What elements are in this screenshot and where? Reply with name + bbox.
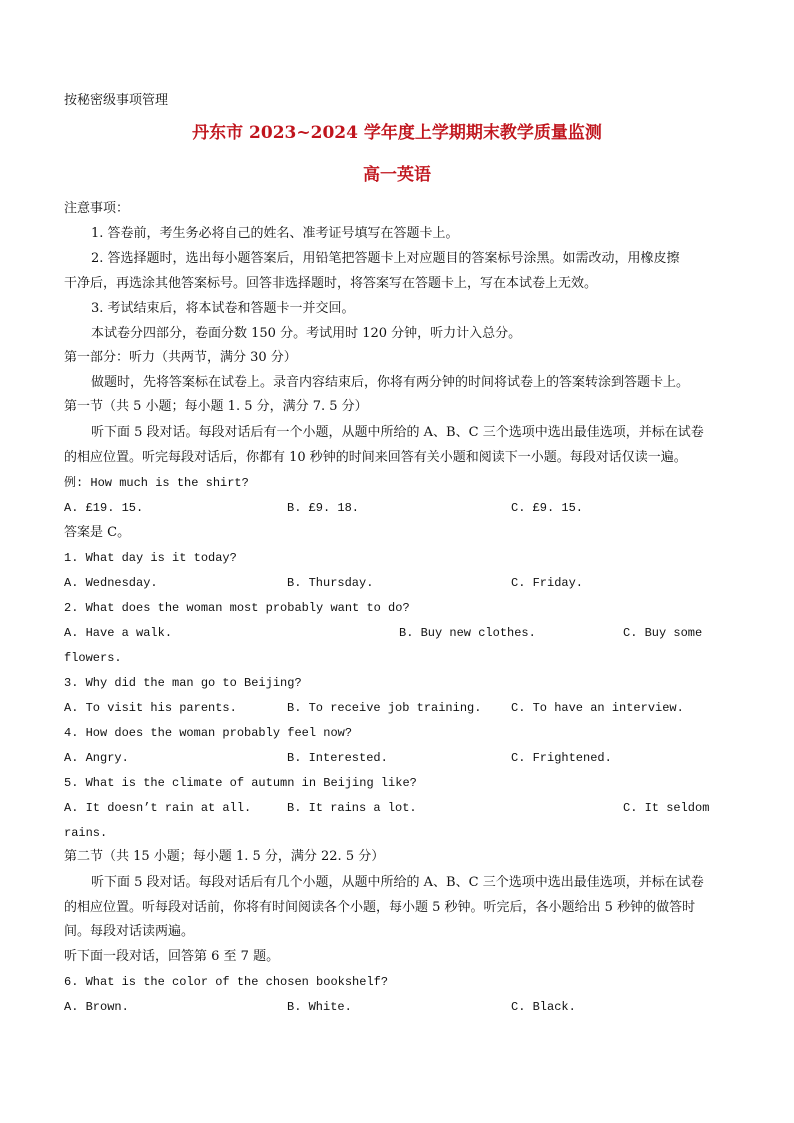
example-option-a: A. £19. 15. — [64, 501, 144, 515]
question-1-option-a: A. Wednesday. — [64, 576, 158, 590]
question-6: 6. What is the color of the chosen bookshelf? — [64, 975, 389, 989]
example-option-b: B. £9. 18. — [287, 501, 360, 515]
question-2-option-c: C. Buy some — [623, 626, 703, 640]
note-item-3: 3. 考试结束后，将本试卷和答题卡一并交回。 — [91, 301, 355, 316]
question-5-option-c: C. It seldom — [623, 801, 710, 815]
question-1-option-c: C. Friday. — [511, 576, 584, 590]
question-5: 5. What is the climate of autumn in Beijing like? — [64, 776, 417, 790]
section1-instruction-line-2: 的相应位置。听完每段对话后，你都有 10 秒钟的时间来回答有关小题和阅读下一小题。每段对话仅读一遍。 — [64, 450, 687, 465]
question-3-option-b: B. To receive job training. — [287, 701, 482, 715]
question-1: 1. What day is it today? — [64, 551, 237, 565]
confidential-note: 按秘密级事项管理 — [64, 93, 169, 108]
exam-title: 丹东市 2023~2024 学年度上学期期末教学质量监测 — [192, 123, 602, 143]
note-item-2-line-1: 2. 答选择题时，选出每小题答案后，用铅笔把答题卡上对应题目的答案标号涂黑。如需改动，用橡皮擦 — [91, 251, 680, 266]
note-item-2-line-2: 干净后，再选涂其他答案标号。回答非选择题时，将答案写在答题卡上，写在本试卷上无效。 — [64, 276, 598, 291]
question-1-option-b: B. Thursday. — [287, 576, 374, 590]
section2-heading: 第二节（共 15 小题；每小题 1. 5 分，满分 22. 5 分） — [64, 849, 385, 864]
question-6-option-a: A. Brown. — [64, 1000, 129, 1014]
question-2-option-a: A. Have a walk. — [64, 626, 173, 640]
question-5-option-a: A. It doesn’t rain at all. — [64, 801, 252, 815]
question-3-option-c: C. To have an interview. — [511, 701, 684, 715]
question-4-option-c: C. Frightened. — [511, 751, 612, 765]
question-6-option-b: B. White. — [287, 1000, 352, 1014]
question-6-option-c: C. Black. — [511, 1000, 576, 1014]
section2-instruction-line-1: 听下面 5 段对话。每段对话后有几个小题，从题中所给的 A、B、C 三个选项中选出最佳选项，并标在试卷 — [91, 875, 704, 890]
question-5-option-b: B. It rains a lot. — [287, 801, 417, 815]
question-3: 3. Why did the man go to Beijing? — [64, 676, 302, 690]
example-question: 例: How much is the shirt? — [64, 476, 249, 490]
question-2-option-b: B. Buy new clothes. — [399, 626, 536, 640]
question-2: 2. What does the woman most probably want to do? — [64, 601, 410, 615]
question-2-option-c-continued: flowers. — [64, 651, 122, 665]
notes-heading: 注意事项： — [64, 201, 130, 216]
question-4-option-a: A. Angry. — [64, 751, 129, 765]
section1-instruction-line-1: 听下面 5 段对话。每段对话后有一个小题，从题中所给的 A、B、C 三个选项中选出最佳选项，并标在试卷 — [91, 425, 704, 440]
question-4: 4. How does the woman probably feel now? — [64, 726, 353, 740]
section1-heading: 第一节（共 5 小题；每小题 1. 5 分，满分 7. 5 分） — [64, 399, 368, 414]
example-answer: 答案是 C。 — [64, 525, 131, 540]
part1-heading: 第一部分：听力（共两节，满分 30 分） — [64, 350, 297, 365]
section2-instruction-line-3: 间。每段对话读两遍。 — [64, 924, 195, 939]
dialogue-intro: 听下面一段对话，回答第 6 至 7 题。 — [64, 949, 280, 964]
section2-instruction-line-2: 的相应位置。听每段对话前，你将有时间阅读各个小题，每小题 5 秒钟。听完后，各小题给出 5 秒钟的做答时 — [64, 900, 696, 915]
part1-instruction: 做题时，先将答案标在试卷上。录音内容结束后，你将有两分钟的时间将试卷上的答案转涂到答题卡上。 — [91, 375, 690, 390]
note-item-1: 1. 答卷前，考生务必将自己的姓名、准考证号填写在答题卡上。 — [91, 226, 459, 241]
question-3-option-a: A. To visit his parents. — [64, 701, 237, 715]
example-option-c: C. £9. 15. — [511, 501, 584, 515]
question-5-option-c-continued: rains. — [64, 826, 108, 840]
question-4-option-b: B. Interested. — [287, 751, 388, 765]
exam-info: 本试卷分四部分，卷面分数 150 分。考试用时 120 分钟，听力计入总分。 — [91, 326, 522, 341]
subject-title: 高一英语 — [363, 165, 431, 185]
